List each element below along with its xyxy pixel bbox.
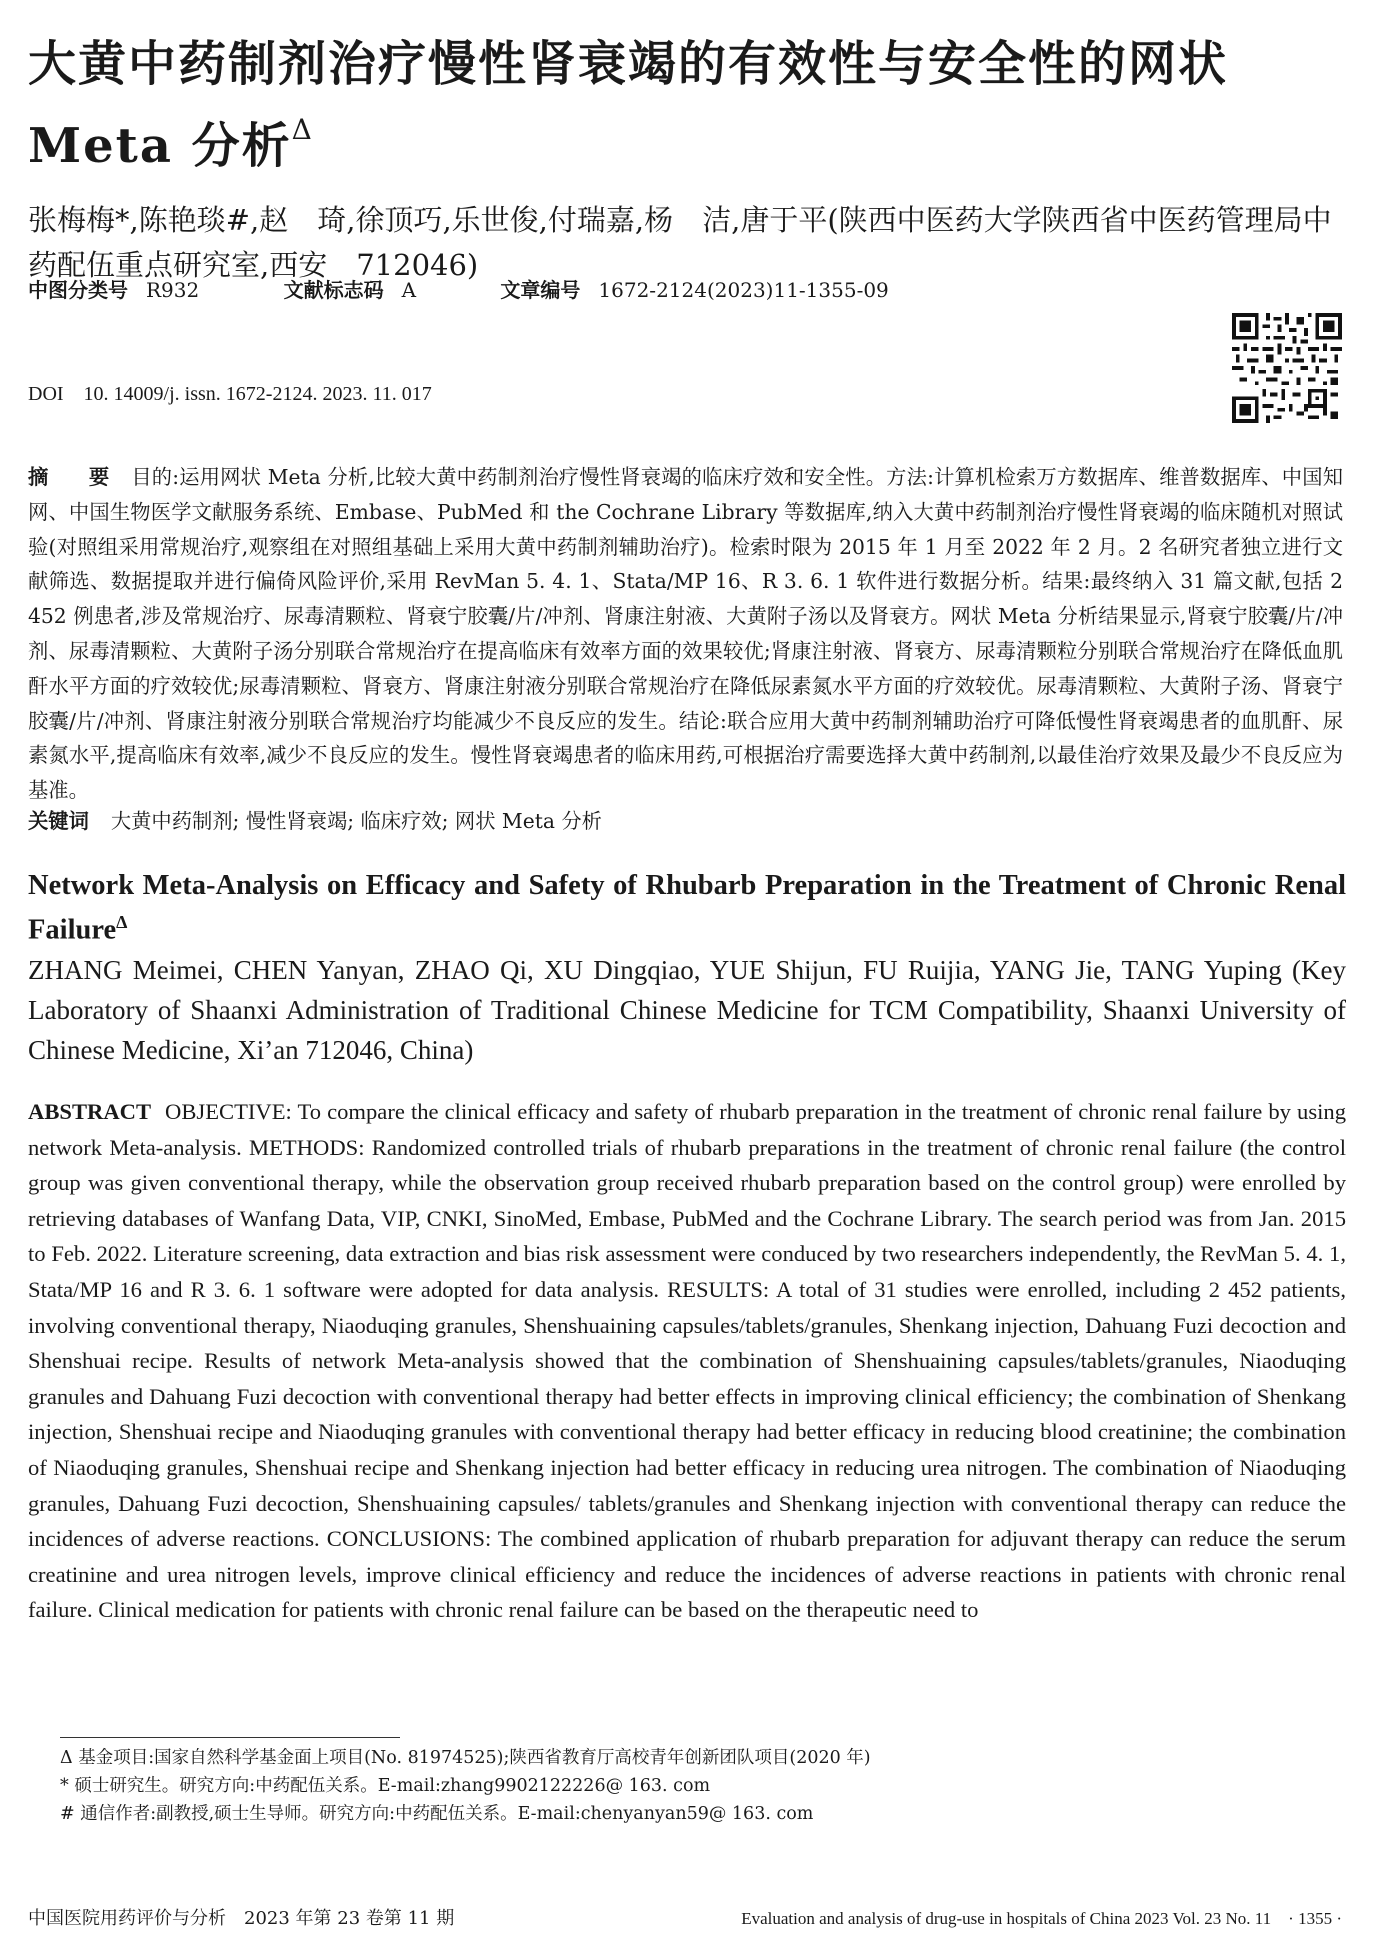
article-number-value: 1672-2124(2023)11-1355-09: [598, 278, 889, 302]
keywords-chinese: [28, 804, 1343, 838]
qr-code-icon[interactable]: [1232, 313, 1342, 423]
footnote-corresponding-author: # 通信作者:副教授,硕士生导师。研究方向:中药配伍关系。E-mail:chenyanyan59@ 163. com: [60, 1804, 814, 1824]
doi-row: [28, 380, 432, 408]
title-english: Network Meta-Analysis on Efficacy and Safety of Rhubarb Preparation in the Treatment of Chronic Renal Failure$^\Delta$: [28, 870, 1346, 946]
doc-code-value: A: [401, 278, 417, 302]
abstract-chinese-label: 摘 要: [28, 465, 120, 489]
doi-label: DOI: [28, 383, 64, 405]
title-chinese: 大黄中药制剂治疗慢性肾衰竭的有效性与安全性的网状 Meta 分析$^\Delta$: [28, 36, 1229, 174]
authors-chinese: 张梅梅*,陈艳琰#,赵 琦,徐顶巧,乐世俊,付瑞嘉,杨 洁,唐于平(陕西中医药大学陕西省中医药管理局中药配伍重点研究室,西安 712046): [28, 203, 1332, 282]
footnotes: [60, 1744, 1330, 1828]
journal-footer-english: Evaluation and analysis of drug-use in hospitals of China 2023 Vol. 23 No. 11 · 1355 ·: [741, 1909, 1342, 1928]
abstract-chinese-text: 目的:运用网状 Meta 分析,比较大黄中药制剂治疗慢性肾衰竭的临床疗效和安全性。方法:计算机检索万方数据库、维普数据库、中国知网、中国生物医学文献服务系统、Embase、PubMed 和 the Cochrane Library 等数据库,纳入大黄中药制剂治疗慢性肾衰竭的临床随机对照试验(对照组采用常规治疗,观察组在对照组基础上采用大黄中药制剂辅助治疗)。检索时限为 2015 年 1 月至 2022 年 2 月。2 名研究者独立进行文献筛选、数据提取并进行偏倚风险评价,采用 RevMan 5. 4. 1、Stata/MP 16、R 3. 6. 1 软件进行数据分析。结果:最终纳入 31 篇文献,包括 2 452 例患者,涉及常规治疗、尿毒清颗粒、肾衰宁胶囊/片/冲剂、肾康注射液、大黄附子汤以及肾衰方。网状 Meta 分析结果显示,肾衰宁胶囊/片/冲剂、尿毒清颗粒、大黄附子汤分别联合常规治疗在提高临床有效率方面的效果较优;肾康注射液、肾衰方、尿毒清颗粒分别联合常规治疗在降低血肌酐水平方面的疗效较优;尿毒清颗粒、肾衰方、肾康注射液分别联合常规治疗在降低尿素氮水平方面的疗效较优。尿毒清颗粒、大黄附子汤、肾衰宁胶囊/片/冲剂、肾康注射液分别联合常规治疗均能减少不良反应的发生。结论:联合应用大黄中药制剂辅助治疗可降低慢性肾衰竭患者的血肌酐、尿素氮水平,提高临床有效率,减少不良反应的发生。慢性肾衰竭患者的临床用药,可根据治疗需要选择大黄中药制剂,以最佳治疗效果及最少不良反应为基准。: [28, 465, 1343, 803]
footnote-fund: Δ 基金项目:国家自然科学基金面上项目(No. 81974525);陕西省教育厅高校青年创新团队项目(2020 年): [60, 1748, 871, 1768]
authors-english: ZHANG Meimei, CHEN Yanyan, ZHAO Qi, XU Dingqiao, YUE Shijun, FU Ruijia, YANG Jie, TANG Yuping (Key Laboratory of Shaanxi Administration of Traditional Chinese Medicine for TCM Compatibility, Shaanxi University of Chinese Medicine, Xi’an 712046, China): [28, 955, 1346, 1065]
article-number-label: 文章编号: [500, 278, 581, 302]
title-fund-mark: Δ: [291, 113, 314, 146]
clc-value: R932: [146, 278, 200, 302]
footnote-divider: [60, 1737, 400, 1738]
footnote-first-author: * 硕士研究生。研究方向:中药配伍关系。E-mail:zhang9902122226@ 163. com: [60, 1776, 711, 1796]
doc-code-label: 文献标志码: [283, 278, 384, 302]
abstract-english-label: ABSTRACT: [28, 1099, 152, 1124]
abstract-chinese: [28, 460, 1343, 808]
keywords-chinese-label: 关键词: [28, 809, 89, 833]
classification-row: [28, 276, 889, 304]
abstract-english-text: OBJECTIVE: To compare the clinical efficacy and safety of rhubarb preparation in the treatment of chronic renal failure by using network Meta-analysis. METHODS: Randomized controlled trials of rhubarb preparations in the treatment of chronic renal failure (the control group was given conventional therapy, while the observation group received rhubarb preparation based on the control group) were enrolled by retrieving databases of Wanfang Data, VIP, CNKI, SinoMed, Embase, PubMed and the Cochrane Library. The search period was from Jan. 2015 to Feb. 2022. Literature screening, data extraction and bias risk assessment were conduced by two researchers independently, the RevMan 5. 4. 1, Stata/MP 16 and R 3. 6. 1 software were adopted for data analysis. RESULTS: A total of 31 studies were enrolled, including 2 452 patients, involving conventional therapy, Niaoduqing granules, Shenshuaining capsules/tablets/granules, Shenkang injection, Dahuang Fuzi decoction and Shenshuai recipe. Results of network Meta-analysis showed that the combination of Shenshuaining capsules/tablets/granules, Niaoduqing granules and Dahuang Fuzi decoction with conventional therapy had better effects in improving clinical efficiency; the combination of Shenkang injection, Shenshuai recipe and Niaoduqing granules with conventional therapy had better efficacy in reducing blood creatinine; the combination of Niaoduqing granules, Shenshuai recipe and Shenkang injection had better efficacy in reducing urea nitrogen. The combination of Niaoduqing granules, Dahuang Fuzi decoction, Shenshuaining capsules/ tablets/granules and Shenkang injection with conventional therapy can reduce the incidences of adverse reactions. CONCLUSIONS: The combined application of rhubarb preparation for adjuvant therapy can reduce the serum creatinine and urea nitrogen levels, improve clinical efficiency and reduce the incidences of adverse reactions in patients with chronic renal failure. Clinical medication for patients with chronic renal failure can be based on the therapeutic need to: [28, 1099, 1346, 1623]
abstract-english: [28, 1094, 1346, 1628]
journal-footer-chinese: 中国医院用药评价与分析 2023 年第 23 卷第 11 期: [28, 1908, 455, 1929]
clc-label: 中图分类号: [28, 278, 128, 302]
keywords-chinese-text: 大黄中药制剂; 慢性肾衰竭; 临床疗效; 网状 Meta 分析: [110, 809, 602, 833]
title-english-fund-mark: Δ: [116, 912, 128, 932]
doi-value: 10. 14009/j. issn. 1672-2124. 2023. 11. 017: [83, 383, 432, 405]
